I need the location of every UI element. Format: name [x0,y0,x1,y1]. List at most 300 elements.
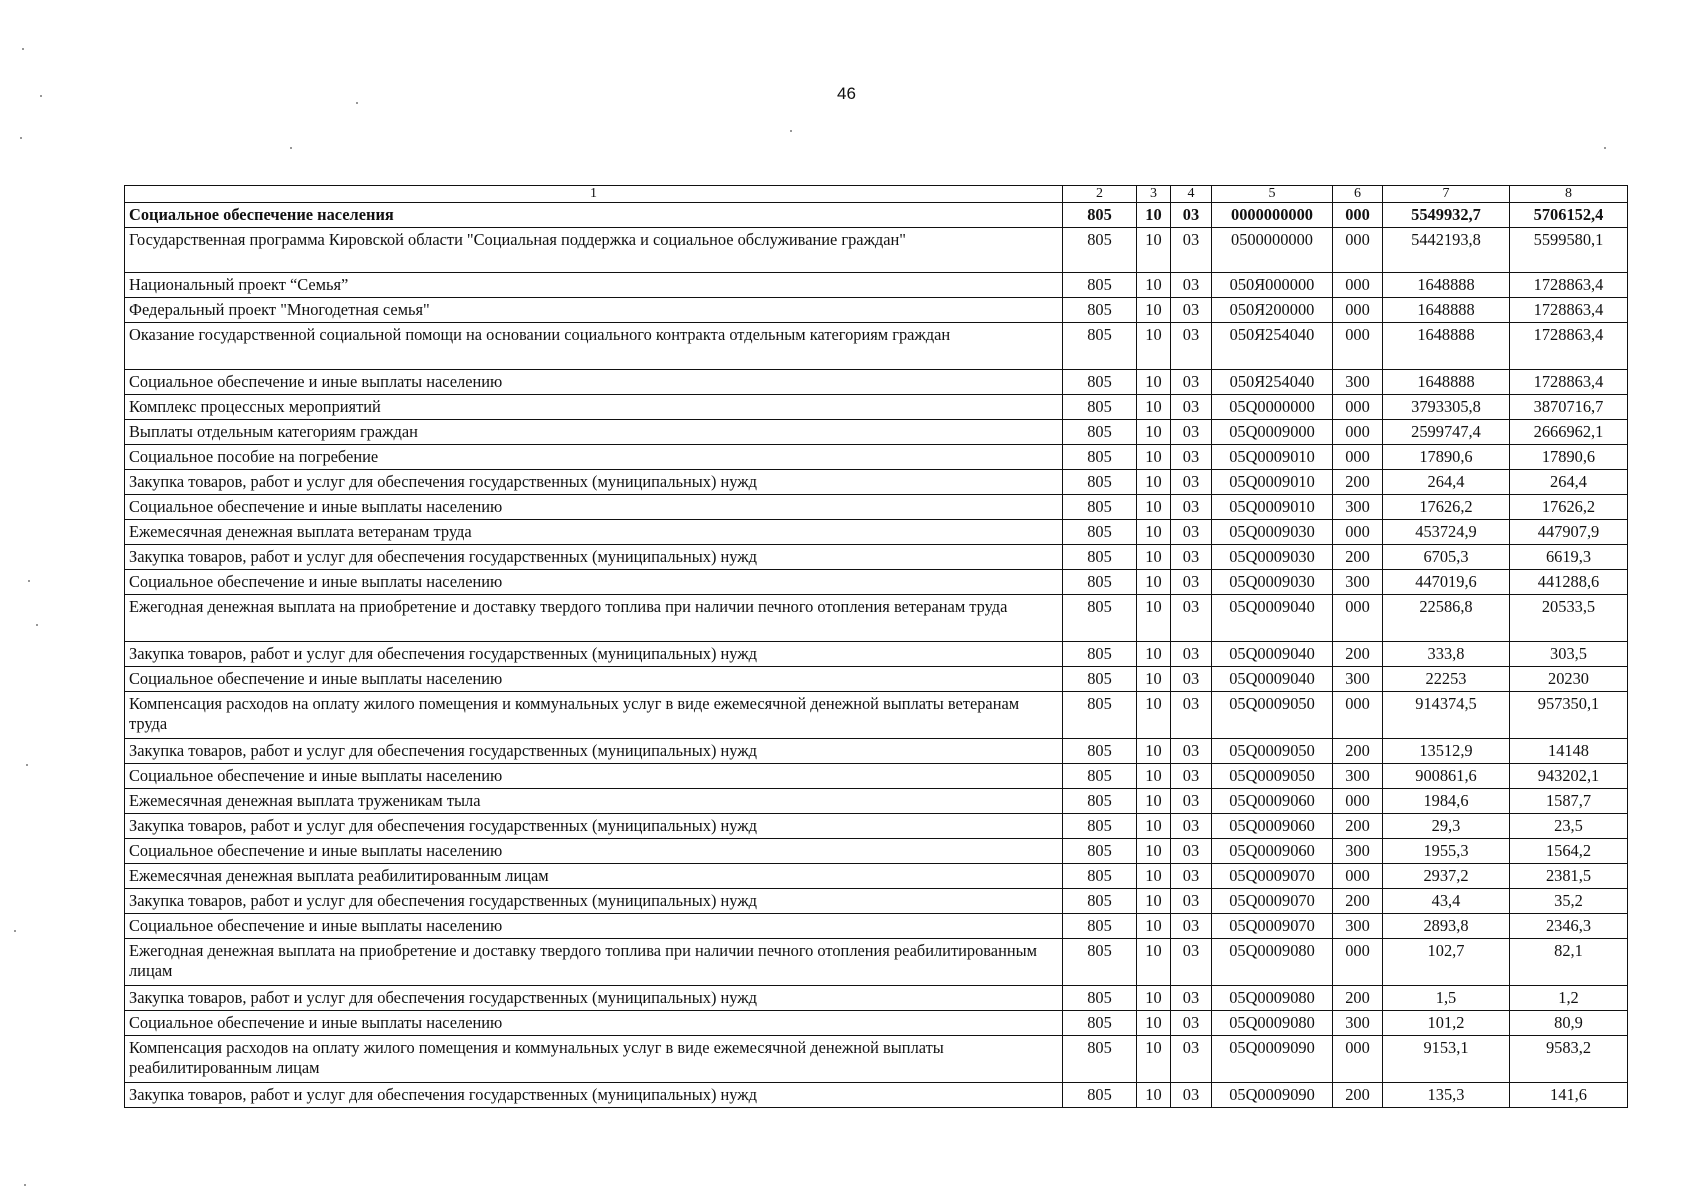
target-article-cell: 05Q0009040 [1212,667,1333,692]
table-row [125,273,1628,298]
amount-year-2-cell: 23,5 [1510,814,1628,839]
section-cell: 10 [1137,420,1171,445]
expense-type-cell: 200 [1333,739,1383,764]
subsection-cell: 03 [1171,395,1212,420]
row-name-cell: Социальное обеспечение и иные выплаты населению [125,667,1063,692]
amount-year-2-cell: 441288,6 [1510,570,1628,595]
expense-type-cell: 200 [1333,814,1383,839]
amount-year-2-cell: 20533,5 [1510,595,1628,642]
table-row [125,839,1628,864]
subsection-cell: 03 [1171,595,1212,642]
target-article-cell: 05Q0009080 [1212,986,1333,1011]
admin-code-cell: 805 [1063,420,1137,445]
target-article-cell: 05Q0009080 [1212,1011,1333,1036]
amount-year-2-cell: 5706152,4 [1510,203,1628,228]
row-name-cell: Комплекс процессных мероприятий [125,395,1063,420]
table-row [125,692,1628,739]
expense-type-cell: 200 [1333,642,1383,667]
header-cell: 4 [1171,186,1212,203]
amount-year-1-cell: 2937,2 [1383,864,1510,889]
target-article-cell: 05Q0009070 [1212,889,1333,914]
admin-code-cell: 805 [1063,273,1137,298]
subsection-cell: 03 [1171,370,1212,395]
section-cell: 10 [1137,298,1171,323]
amount-year-1-cell: 5549932,7 [1383,203,1510,228]
row-name-cell: Социальное обеспечение и иные выплаты населению [125,914,1063,939]
amount-year-1-cell: 135,3 [1383,1083,1510,1108]
amount-year-1-cell: 13512,9 [1383,739,1510,764]
scan-speck [28,580,30,582]
table-row [125,986,1628,1011]
section-cell: 10 [1137,667,1171,692]
expense-type-cell: 000 [1333,420,1383,445]
admin-code-cell: 805 [1063,692,1137,739]
subsection-cell: 03 [1171,495,1212,520]
amount-year-1-cell: 17626,2 [1383,495,1510,520]
table-row [125,595,1628,642]
row-name-cell: Закупка товаров, работ и услуг для обеспечения государственных (муниципальных) нужд [125,889,1063,914]
table-row [125,939,1628,986]
target-article-cell: 05Q0009040 [1212,642,1333,667]
row-name-cell: Закупка товаров, работ и услуг для обеспечения государственных (муниципальных) нужд [125,986,1063,1011]
table-row [125,545,1628,570]
amount-year-1-cell: 1955,3 [1383,839,1510,864]
admin-code-cell: 805 [1063,667,1137,692]
target-article-cell: 05Q0009060 [1212,789,1333,814]
scan-speck [790,130,792,132]
subsection-cell: 03 [1171,1036,1212,1083]
target-article-cell: 050Я254040 [1212,370,1333,395]
admin-code-cell: 805 [1063,495,1137,520]
scan-speck [14,930,16,932]
subsection-cell: 03 [1171,570,1212,595]
table-row [125,764,1628,789]
subsection-cell: 03 [1171,986,1212,1011]
amount-year-2-cell: 9583,2 [1510,1036,1628,1083]
expense-type-cell: 200 [1333,889,1383,914]
subsection-cell: 03 [1171,889,1212,914]
header-cell: 8 [1510,186,1628,203]
amount-year-2-cell: 1,2 [1510,986,1628,1011]
scan-speck [356,102,358,104]
table-row [125,667,1628,692]
amount-year-1-cell: 1648888 [1383,370,1510,395]
admin-code-cell: 805 [1063,228,1137,273]
amount-year-1-cell: 900861,6 [1383,764,1510,789]
target-article-cell: 05Q0009050 [1212,739,1333,764]
table-row [125,495,1628,520]
section-cell: 10 [1137,370,1171,395]
amount-year-1-cell: 1648888 [1383,298,1510,323]
section-cell: 10 [1137,323,1171,370]
amount-year-2-cell: 80,9 [1510,1011,1628,1036]
table-row [125,864,1628,889]
expense-type-cell: 000 [1333,789,1383,814]
expense-type-cell: 200 [1333,1083,1383,1108]
subsection-cell: 03 [1171,228,1212,273]
subsection-cell: 03 [1171,692,1212,739]
row-name-cell: Закупка товаров, работ и услуг для обеспечения государственных (муниципальных) нужд [125,545,1063,570]
admin-code-cell: 805 [1063,739,1137,764]
expense-type-cell: 000 [1333,1036,1383,1083]
section-cell: 10 [1137,1083,1171,1108]
budget-table [124,185,1628,1108]
target-article-cell: 05Q0009030 [1212,545,1333,570]
expense-type-cell: 000 [1333,595,1383,642]
admin-code-cell: 805 [1063,203,1137,228]
page-number: 46 [837,84,856,103]
subsection-cell: 03 [1171,814,1212,839]
row-name-cell: Социальное обеспечение населения [125,203,1063,228]
section-cell: 10 [1137,939,1171,986]
expense-type-cell: 300 [1333,667,1383,692]
amount-year-2-cell: 2666962,1 [1510,420,1628,445]
expense-type-cell: 000 [1333,692,1383,739]
expense-type-cell: 000 [1333,298,1383,323]
amount-year-1-cell: 2599747,4 [1383,420,1510,445]
section-cell: 10 [1137,986,1171,1011]
amount-year-1-cell: 29,3 [1383,814,1510,839]
table-row [125,814,1628,839]
subsection-cell: 03 [1171,470,1212,495]
target-article-cell: 05Q0009060 [1212,839,1333,864]
row-name-cell: Компенсация расходов на оплату жилого помещения и коммунальных услуг в виде ежемесячной денежной выплаты ветеранам труда [125,692,1063,739]
table-row [125,889,1628,914]
admin-code-cell: 805 [1063,939,1137,986]
expense-type-cell: 200 [1333,545,1383,570]
admin-code-cell: 805 [1063,814,1137,839]
expense-type-cell: 000 [1333,939,1383,986]
subsection-cell: 03 [1171,520,1212,545]
amount-year-2-cell: 141,6 [1510,1083,1628,1108]
scan-speck [20,137,22,139]
amount-year-2-cell: 17626,2 [1510,495,1628,520]
subsection-cell: 03 [1171,667,1212,692]
target-article-cell: 05Q0000000 [1212,395,1333,420]
budget-table-body [125,203,1628,1108]
admin-code-cell: 805 [1063,545,1137,570]
amount-year-2-cell: 1587,7 [1510,789,1628,814]
amount-year-1-cell: 1648888 [1383,273,1510,298]
target-article-cell: 050Я200000 [1212,298,1333,323]
subsection-cell: 03 [1171,839,1212,864]
table-row [125,395,1628,420]
amount-year-2-cell: 943202,1 [1510,764,1628,789]
row-name-cell: Закупка товаров, работ и услуг для обеспечения государственных (муниципальных) нужд [125,814,1063,839]
row-name-cell: Ежегодная денежная выплата на приобретение и доставку твердого топлива при наличии печного отопления реабилитированным лицам [125,939,1063,986]
header-cell: 6 [1333,186,1383,203]
expense-type-cell: 300 [1333,1011,1383,1036]
table-row [125,1011,1628,1036]
amount-year-2-cell: 1728863,4 [1510,298,1628,323]
section-cell: 10 [1137,814,1171,839]
expense-type-cell: 000 [1333,228,1383,273]
target-article-cell: 05Q0009050 [1212,764,1333,789]
amount-year-2-cell: 447907,9 [1510,520,1628,545]
section-cell: 10 [1137,520,1171,545]
target-article-cell: 050Я000000 [1212,273,1333,298]
amount-year-1-cell: 333,8 [1383,642,1510,667]
target-article-cell: 05Q0009010 [1212,495,1333,520]
row-name-cell: Ежемесячная денежная выплата ветеранам труда [125,520,1063,545]
expense-type-cell: 200 [1333,986,1383,1011]
admin-code-cell: 805 [1063,986,1137,1011]
amount-year-1-cell: 914374,5 [1383,692,1510,739]
table-row [125,520,1628,545]
amount-year-1-cell: 101,2 [1383,1011,1510,1036]
table-row [125,445,1628,470]
target-article-cell: 05Q0009050 [1212,692,1333,739]
row-name-cell: Компенсация расходов на оплату жилого помещения и коммунальных услуг в виде ежемесячной денежной выплаты реабилитированным лицам [125,1036,1063,1083]
admin-code-cell: 805 [1063,520,1137,545]
scan-speck [290,147,292,149]
row-name-cell: Закупка товаров, работ и услуг для обеспечения государственных (муниципальных) нужд [125,470,1063,495]
amount-year-2-cell: 5599580,1 [1510,228,1628,273]
table-row [125,323,1628,370]
subsection-cell: 03 [1171,298,1212,323]
section-cell: 10 [1137,739,1171,764]
scan-speck [22,48,24,50]
scan-speck [24,1184,26,1186]
admin-code-cell: 805 [1063,889,1137,914]
amount-year-1-cell: 6705,3 [1383,545,1510,570]
expense-type-cell: 000 [1333,273,1383,298]
section-cell: 10 [1137,642,1171,667]
row-name-cell: Социальное пособие на погребение [125,445,1063,470]
amount-year-1-cell: 453724,9 [1383,520,1510,545]
admin-code-cell: 805 [1063,1011,1137,1036]
subsection-cell: 03 [1171,789,1212,814]
table-row [125,739,1628,764]
amount-year-2-cell: 35,2 [1510,889,1628,914]
expense-type-cell: 300 [1333,370,1383,395]
row-name-cell: Социальное обеспечение и иные выплаты населению [125,370,1063,395]
subsection-cell: 03 [1171,1083,1212,1108]
target-article-cell: 05Q0009090 [1212,1036,1333,1083]
section-cell: 10 [1137,1036,1171,1083]
subsection-cell: 03 [1171,764,1212,789]
table-row [125,1083,1628,1108]
expense-type-cell: 000 [1333,864,1383,889]
expense-type-cell: 000 [1333,323,1383,370]
amount-year-2-cell: 17890,6 [1510,445,1628,470]
amount-year-1-cell: 43,4 [1383,889,1510,914]
section-cell: 10 [1137,595,1171,642]
amount-year-1-cell: 1648888 [1383,323,1510,370]
table-row [125,642,1628,667]
subsection-cell: 03 [1171,1011,1212,1036]
header-cell: 2 [1063,186,1137,203]
table-row [125,1036,1628,1083]
amount-year-1-cell: 9153,1 [1383,1036,1510,1083]
expense-type-cell: 300 [1333,495,1383,520]
section-cell: 10 [1137,864,1171,889]
scan-speck [36,624,38,626]
expense-type-cell: 200 [1333,470,1383,495]
table-row [125,203,1628,228]
subsection-cell: 03 [1171,203,1212,228]
admin-code-cell: 805 [1063,470,1137,495]
section-cell: 10 [1137,789,1171,814]
subsection-cell: 03 [1171,739,1212,764]
admin-code-cell: 805 [1063,570,1137,595]
amount-year-1-cell: 22586,8 [1383,595,1510,642]
table-row [125,420,1628,445]
admin-code-cell: 805 [1063,642,1137,667]
amount-year-2-cell: 264,4 [1510,470,1628,495]
section-cell: 10 [1137,228,1171,273]
target-article-cell: 0000000000 [1212,203,1333,228]
amount-year-1-cell: 2893,8 [1383,914,1510,939]
row-name-cell: Выплаты отдельным категориям граждан [125,420,1063,445]
header-cell: 7 [1383,186,1510,203]
header-cell: 3 [1137,186,1171,203]
scan-speck [1604,147,1606,149]
target-article-cell: 0500000000 [1212,228,1333,273]
admin-code-cell: 805 [1063,1036,1137,1083]
section-cell: 10 [1137,764,1171,789]
section-cell: 10 [1137,545,1171,570]
admin-code-cell: 805 [1063,323,1137,370]
table-row [125,914,1628,939]
admin-code-cell: 805 [1063,864,1137,889]
expense-type-cell: 000 [1333,203,1383,228]
table-row [125,370,1628,395]
amount-year-2-cell: 14148 [1510,739,1628,764]
target-article-cell: 05Q0009010 [1212,470,1333,495]
subsection-cell: 03 [1171,323,1212,370]
amount-year-1-cell: 264,4 [1383,470,1510,495]
row-name-cell: Государственная программа Кировской области "Социальная поддержка и социальное обслуживание граждан" [125,228,1063,273]
section-cell: 10 [1137,395,1171,420]
admin-code-cell: 805 [1063,298,1137,323]
target-article-cell: 050Я254040 [1212,323,1333,370]
expense-type-cell: 000 [1333,395,1383,420]
expense-type-cell: 000 [1333,520,1383,545]
expense-type-cell: 300 [1333,839,1383,864]
admin-code-cell: 805 [1063,1083,1137,1108]
row-name-cell: Федеральный проект "Многодетная семья" [125,298,1063,323]
expense-type-cell: 300 [1333,570,1383,595]
header-cell: 1 [125,186,1063,203]
amount-year-2-cell: 2381,5 [1510,864,1628,889]
section-cell: 10 [1137,570,1171,595]
target-article-cell: 05Q0009030 [1212,570,1333,595]
target-article-cell: 05Q0009090 [1212,1083,1333,1108]
subsection-cell: 03 [1171,545,1212,570]
amount-year-1-cell: 22253 [1383,667,1510,692]
section-cell: 10 [1137,495,1171,520]
section-cell: 10 [1137,203,1171,228]
admin-code-cell: 805 [1063,445,1137,470]
amount-year-2-cell: 82,1 [1510,939,1628,986]
admin-code-cell: 805 [1063,789,1137,814]
scan-speck [40,95,42,97]
subsection-cell: 03 [1171,864,1212,889]
admin-code-cell: 805 [1063,914,1137,939]
target-article-cell: 05Q0009010 [1212,445,1333,470]
admin-code-cell: 805 [1063,764,1137,789]
subsection-cell: 03 [1171,445,1212,470]
amount-year-1-cell: 1984,6 [1383,789,1510,814]
admin-code-cell: 805 [1063,595,1137,642]
amount-year-2-cell: 1728863,4 [1510,323,1628,370]
admin-code-cell: 805 [1063,395,1137,420]
target-article-cell: 05Q0009080 [1212,939,1333,986]
amount-year-1-cell: 17890,6 [1383,445,1510,470]
row-name-cell: Закупка товаров, работ и услуг для обеспечения государственных (муниципальных) нужд [125,642,1063,667]
amount-year-2-cell: 3870716,7 [1510,395,1628,420]
table-row [125,570,1628,595]
section-cell: 10 [1137,914,1171,939]
section-cell: 10 [1137,470,1171,495]
row-name-cell: Социальное обеспечение и иные выплаты населению [125,1011,1063,1036]
table-row [125,789,1628,814]
amount-year-1-cell: 447019,6 [1383,570,1510,595]
subsection-cell: 03 [1171,914,1212,939]
row-name-cell: Социальное обеспечение и иные выплаты населению [125,839,1063,864]
target-article-cell: 05Q0009070 [1212,914,1333,939]
subsection-cell: 03 [1171,642,1212,667]
target-article-cell: 05Q0009000 [1212,420,1333,445]
expense-type-cell: 300 [1333,914,1383,939]
target-article-cell: 05Q0009040 [1212,595,1333,642]
amount-year-1-cell: 3793305,8 [1383,395,1510,420]
row-name-cell: Ежегодная денежная выплата на приобретение и доставку твердого топлива при наличии печного отопления ветеранам труда [125,595,1063,642]
row-name-cell: Ежемесячная денежная выплата труженикам тыла [125,789,1063,814]
amount-year-2-cell: 303,5 [1510,642,1628,667]
amount-year-2-cell: 1728863,4 [1510,273,1628,298]
subsection-cell: 03 [1171,939,1212,986]
row-name-cell: Социальное обеспечение и иные выплаты населению [125,570,1063,595]
admin-code-cell: 805 [1063,839,1137,864]
section-cell: 10 [1137,1011,1171,1036]
amount-year-2-cell: 957350,1 [1510,692,1628,739]
row-name-cell: Закупка товаров, работ и услуг для обеспечения государственных (муниципальных) нужд [125,1083,1063,1108]
amount-year-2-cell: 6619,3 [1510,545,1628,570]
amount-year-2-cell: 2346,3 [1510,914,1628,939]
row-name-cell: Социальное обеспечение и иные выплаты населению [125,764,1063,789]
section-cell: 10 [1137,445,1171,470]
expense-type-cell: 000 [1333,445,1383,470]
header-cell: 5 [1212,186,1333,203]
expense-type-cell: 300 [1333,764,1383,789]
section-cell: 10 [1137,889,1171,914]
row-name-cell: Национальный проект “Семья” [125,273,1063,298]
amount-year-1-cell: 1,5 [1383,986,1510,1011]
header-row [125,186,1628,203]
subsection-cell: 03 [1171,420,1212,445]
amount-year-2-cell: 1728863,4 [1510,370,1628,395]
scan-speck [26,764,28,766]
amount-year-2-cell: 20230 [1510,667,1628,692]
admin-code-cell: 805 [1063,370,1137,395]
section-cell: 10 [1137,273,1171,298]
section-cell: 10 [1137,839,1171,864]
amount-year-1-cell: 102,7 [1383,939,1510,986]
amount-year-1-cell: 5442193,8 [1383,228,1510,273]
section-cell: 10 [1137,692,1171,739]
table-row [125,228,1628,273]
target-article-cell: 05Q0009060 [1212,814,1333,839]
target-article-cell: 05Q0009030 [1212,520,1333,545]
table-row [125,470,1628,495]
table-row [125,298,1628,323]
row-name-cell: Ежемесячная денежная выплата реабилитированным лицам [125,864,1063,889]
target-article-cell: 05Q0009070 [1212,864,1333,889]
row-name-cell: Закупка товаров, работ и услуг для обеспечения государственных (муниципальных) нужд [125,739,1063,764]
subsection-cell: 03 [1171,273,1212,298]
